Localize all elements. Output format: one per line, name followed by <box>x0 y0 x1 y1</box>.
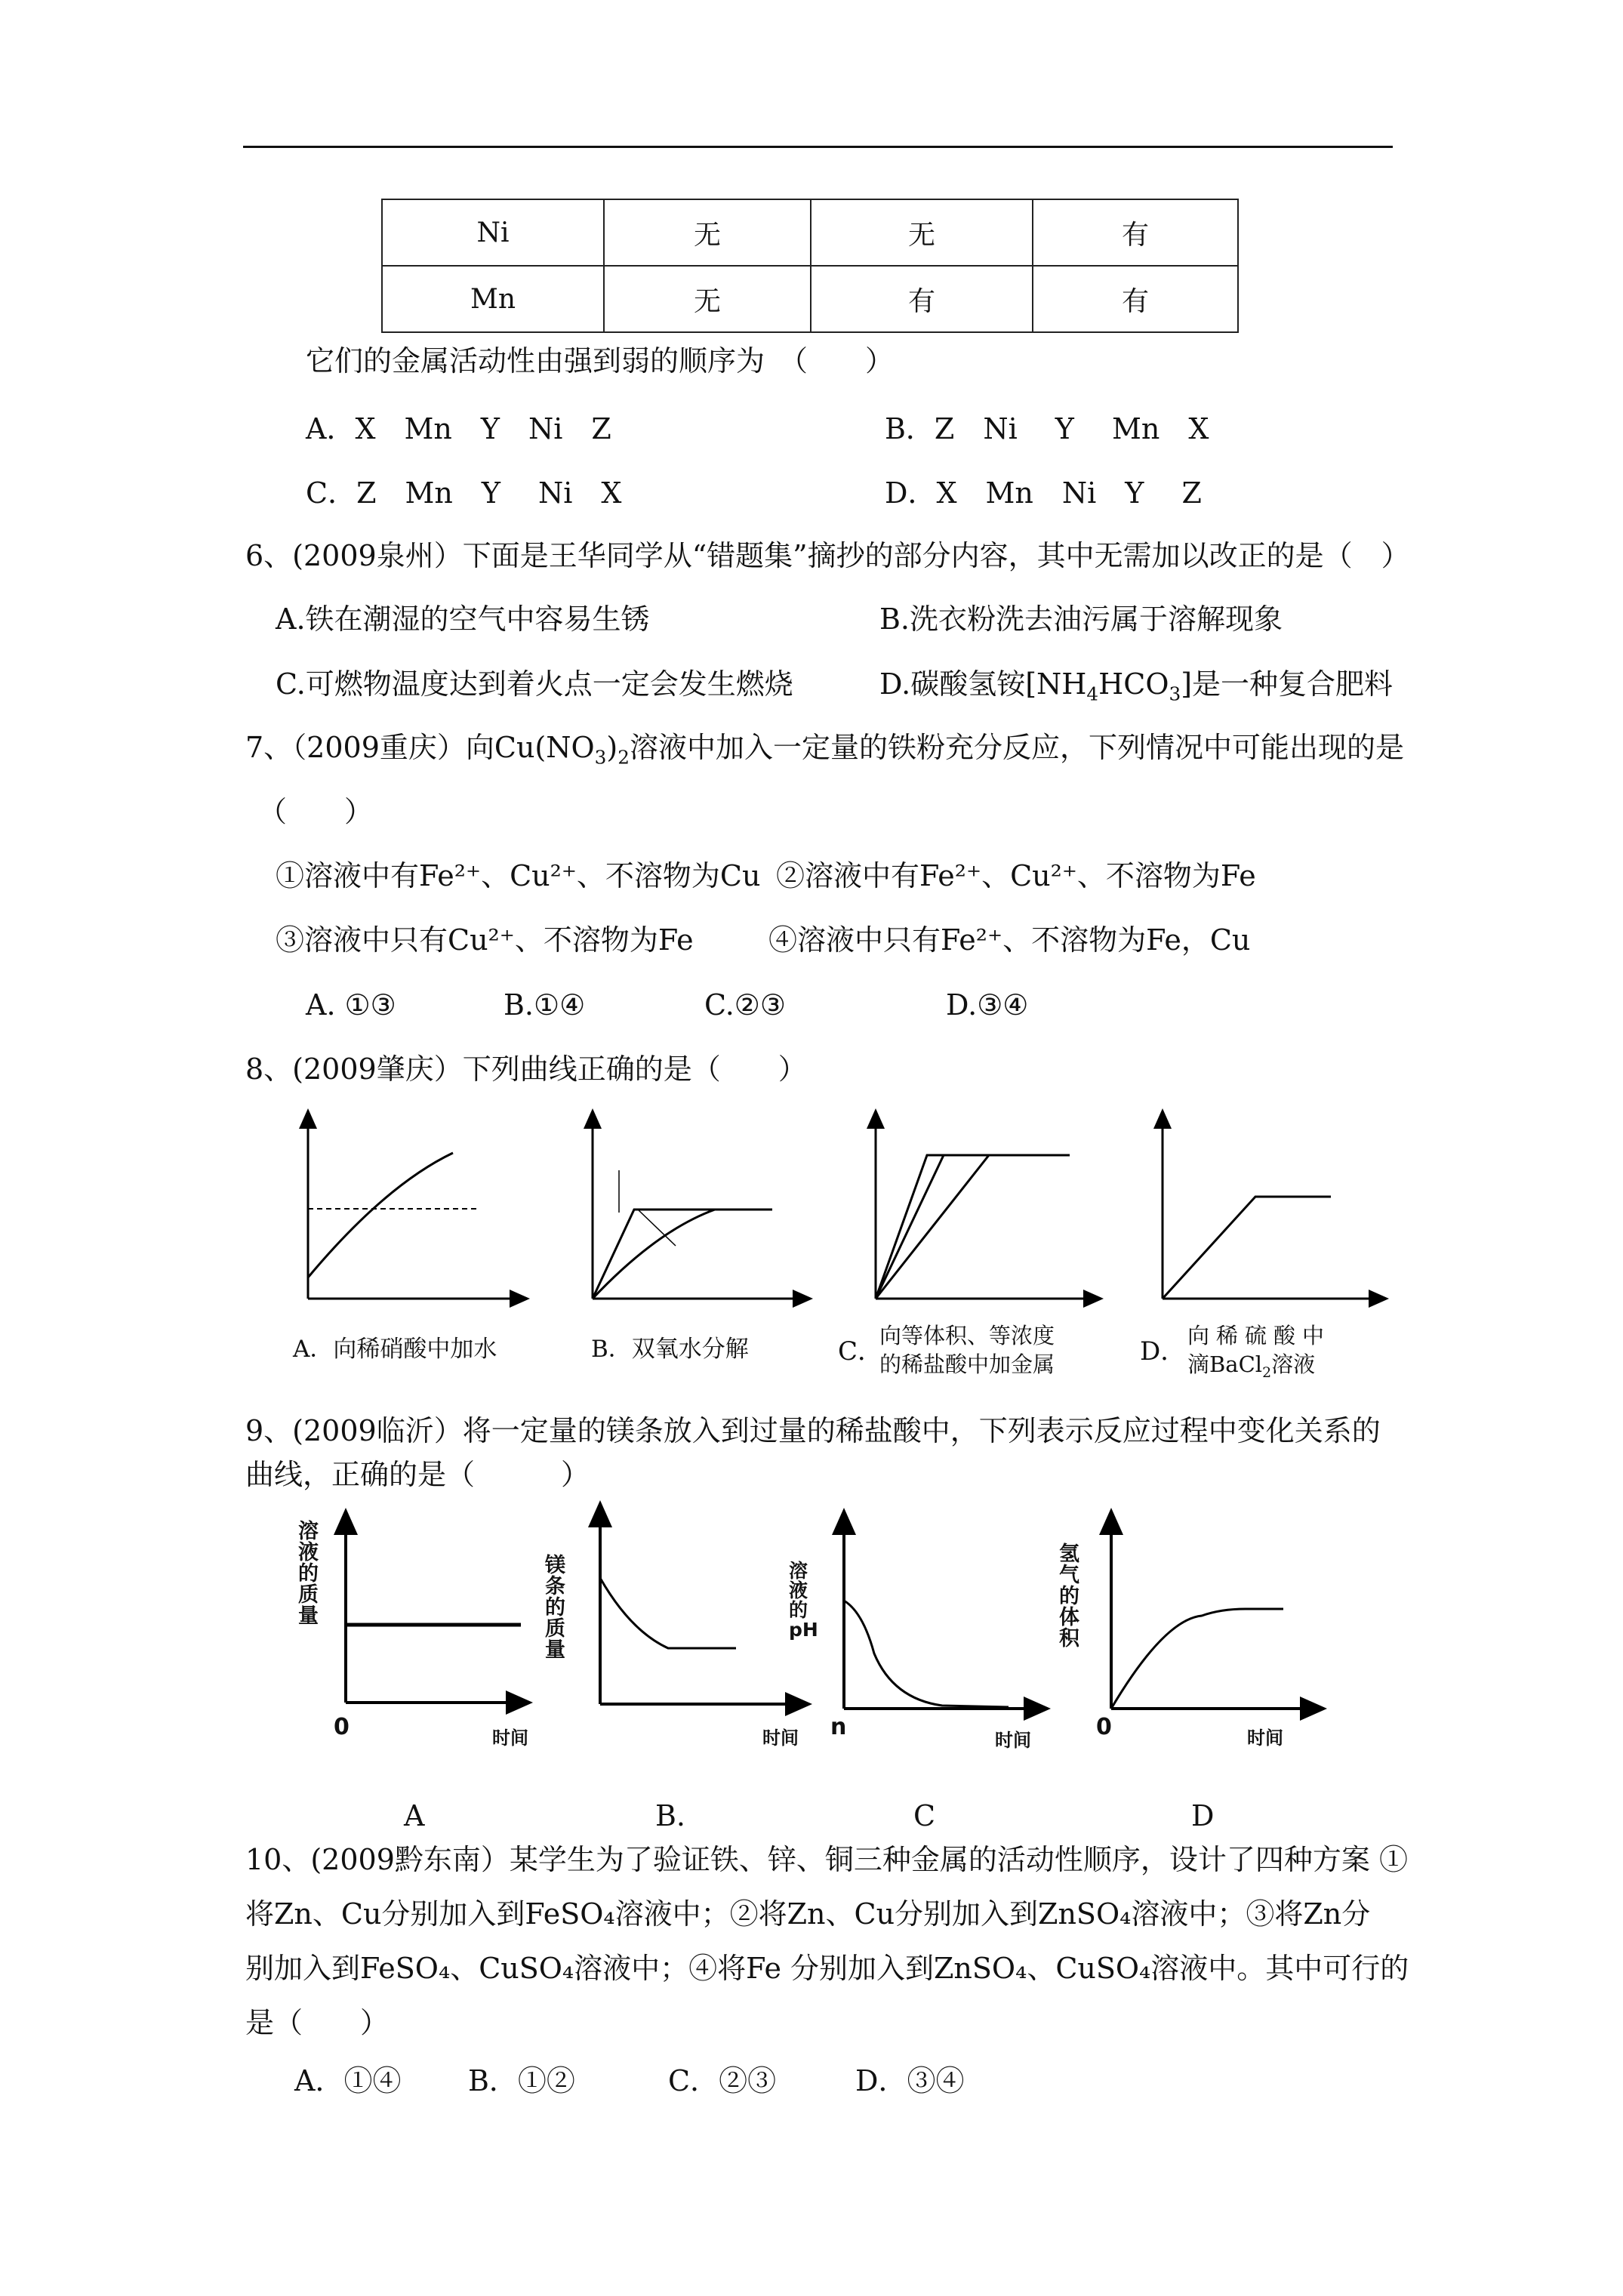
q8-graph-b <box>585 1110 812 1306</box>
q9-graph-c-origin: n <box>830 1714 847 1740</box>
q8-caption-a: A．向稀硝酸中加水 <box>293 1336 497 1363</box>
table-cell: 无 <box>604 199 811 266</box>
q8-caption-c-letter: C． <box>838 1336 884 1367</box>
q9-graph-c <box>829 1514 1048 1714</box>
q9-graph-a-origin: 0 <box>334 1714 350 1740</box>
q8-caption-b: B．双氧水分解 <box>591 1336 749 1363</box>
q10-option-a: A．①④ <box>294 2064 402 2097</box>
q8-caption-c-line1: 向等体积、等浓度 <box>879 1323 1055 1348</box>
table-cell: 有 <box>1033 266 1238 332</box>
q8-stem: 8、(2009肇庆）下列曲线正确的是（ ） <box>245 1052 807 1086</box>
q7-statement-2: ②溶液中有Fe²⁺、Cu²⁺、不溶物为Fe <box>776 859 1256 892</box>
q10-stem-line4: 是（ ） <box>245 2006 390 2039</box>
q6-option-b: B.洗衣粉洗去油污属于溶解现象 <box>879 603 1283 636</box>
table-cell: 无 <box>811 199 1033 266</box>
q9-stem-line1: 9、(2009临沂）将一定量的镁条放入到过量的稀盐酸中，下列表示反应过程中变化关系的 <box>245 1414 1381 1447</box>
q10-option-d: D．③④ <box>855 2064 965 2097</box>
q9-option-b: B. <box>655 1799 686 1832</box>
q10-stem-line3: 别加入到FeSO₄、CuSO₄溶液中；④将Fe 分别加入到ZnSO₄、CuSO₄溶液中。其中可行的 <box>245 1952 1409 1985</box>
q9-graph-b-xlabel: 时间 <box>762 1727 799 1749</box>
q7-answer-paren: （ ） <box>258 795 374 828</box>
metal-reaction-table <box>381 199 1239 333</box>
q8-graph-a <box>302 1110 528 1306</box>
q8-caption-c-line2: 的稀盐酸中加金属 <box>879 1351 1055 1377</box>
table-cell: 有 <box>1033 199 1238 266</box>
q7-option-c: C.②③ <box>704 988 786 1022</box>
q9-graph-a <box>332 1514 536 1710</box>
q8-caption-d-letter: D． <box>1140 1336 1187 1367</box>
table-cell: 有 <box>811 266 1033 332</box>
q9-option-d: D <box>1191 1799 1215 1832</box>
q6-stem: 6、(2009泉州）下面是王华同学从“错题集”摘抄的部分内容，其中无需加以改正的是（ ） <box>245 539 1410 572</box>
q9-graph-d-xlabel: 时间 <box>1247 1727 1283 1749</box>
q9-graph-b-ylabel: 镁条的质量 <box>545 1554 565 1662</box>
q6-option-d: D.碳酸氢铵$[NH_4HCO_3]$是一种复合肥料 <box>879 667 1394 705</box>
table-cell: 无 <box>604 266 811 332</box>
q7-option-b: B.①④ <box>504 988 586 1022</box>
q9-graph-c-xlabel: 时间 <box>995 1730 1031 1751</box>
q7-option-d: D.③④ <box>946 988 1029 1022</box>
q9-graph-c-ylabel: 溶液的pH <box>789 1560 818 1641</box>
q6-option-c: C.可燃物温度达到着火点一定会发生燃烧 <box>276 667 793 701</box>
q7-statement-3: ③溶液中只有Cu²⁺、不溶物为Fe <box>276 923 694 957</box>
q8-graph-c <box>864 1110 1106 1306</box>
q5-option-b: B．Z Ni Y Mn X <box>885 412 1209 445</box>
q9-graph-b <box>585 1506 812 1710</box>
q9-option-c: C <box>913 1799 936 1832</box>
q8-graph-d <box>1155 1110 1389 1306</box>
q9-graph-d <box>1096 1514 1323 1714</box>
table-row <box>382 199 1238 266</box>
q9-option-a: A <box>404 1799 425 1832</box>
q7-statement-4: ④溶液中只有Fe²⁺、不溶物为Fe，Cu <box>768 923 1251 957</box>
q7-statement-1: ①溶液中有Fe²⁺、Cu²⁺、不溶物为Cu <box>276 859 761 892</box>
table-cell: Ni <box>382 199 604 266</box>
q9-graph-d-origin: 0 <box>1096 1714 1112 1740</box>
q5-stem: 它们的金属活动性由强到弱的顺序为 （ ） <box>306 344 895 378</box>
q6-option-a: A.铁在潮湿的空气中容易生锈 <box>276 603 650 636</box>
table-cell: Mn <box>382 266 604 332</box>
q10-stem-line1: 10、(2009黔东南）某学生为了验证铁、锌、铜三种金属的活动性顺序，设计了四种方案 ① <box>245 1843 1408 1876</box>
q7-stem: 7、（2009重庆）向$Cu(NO_3)_2$溶液中加入一定量的铁粉充分反应，下列情况中可能出现的是 <box>245 731 1404 769</box>
q9-graph-d-ylabel: 氢气的体积 <box>1059 1542 1079 1650</box>
q10-option-c: C．②③ <box>668 2064 777 2097</box>
q10-stem-line2: 将Zn、Cu分别加入到FeSO₄溶液中；②将Zn、Cu分别加入到ZnSO₄溶液中；③将Zn分 <box>245 1897 1371 1931</box>
q9-stem-line2: 曲线，正确的是（ ） <box>245 1458 590 1491</box>
q7-option-a: A. ①③ <box>306 988 396 1022</box>
q8-caption-d-line1: 向稀硫酸中 <box>1187 1323 1332 1348</box>
q9-graph-a-ylabel: 溶液的质量 <box>298 1520 319 1628</box>
q10-option-b: B．①② <box>468 2064 575 2097</box>
q8-caption-d-line2: 滴BaCl$_2$溶液 <box>1187 1351 1316 1381</box>
q5-option-c: C．Z Mn Y Ni X <box>306 476 622 510</box>
header-rule <box>243 146 1393 148</box>
table-row <box>382 266 1238 332</box>
q5-option-a: A．X Mn Y Ni Z <box>306 412 611 445</box>
q9-graph-a-xlabel: 时间 <box>492 1727 528 1749</box>
q5-option-d: D．X Mn Ni Y Z <box>885 476 1202 510</box>
